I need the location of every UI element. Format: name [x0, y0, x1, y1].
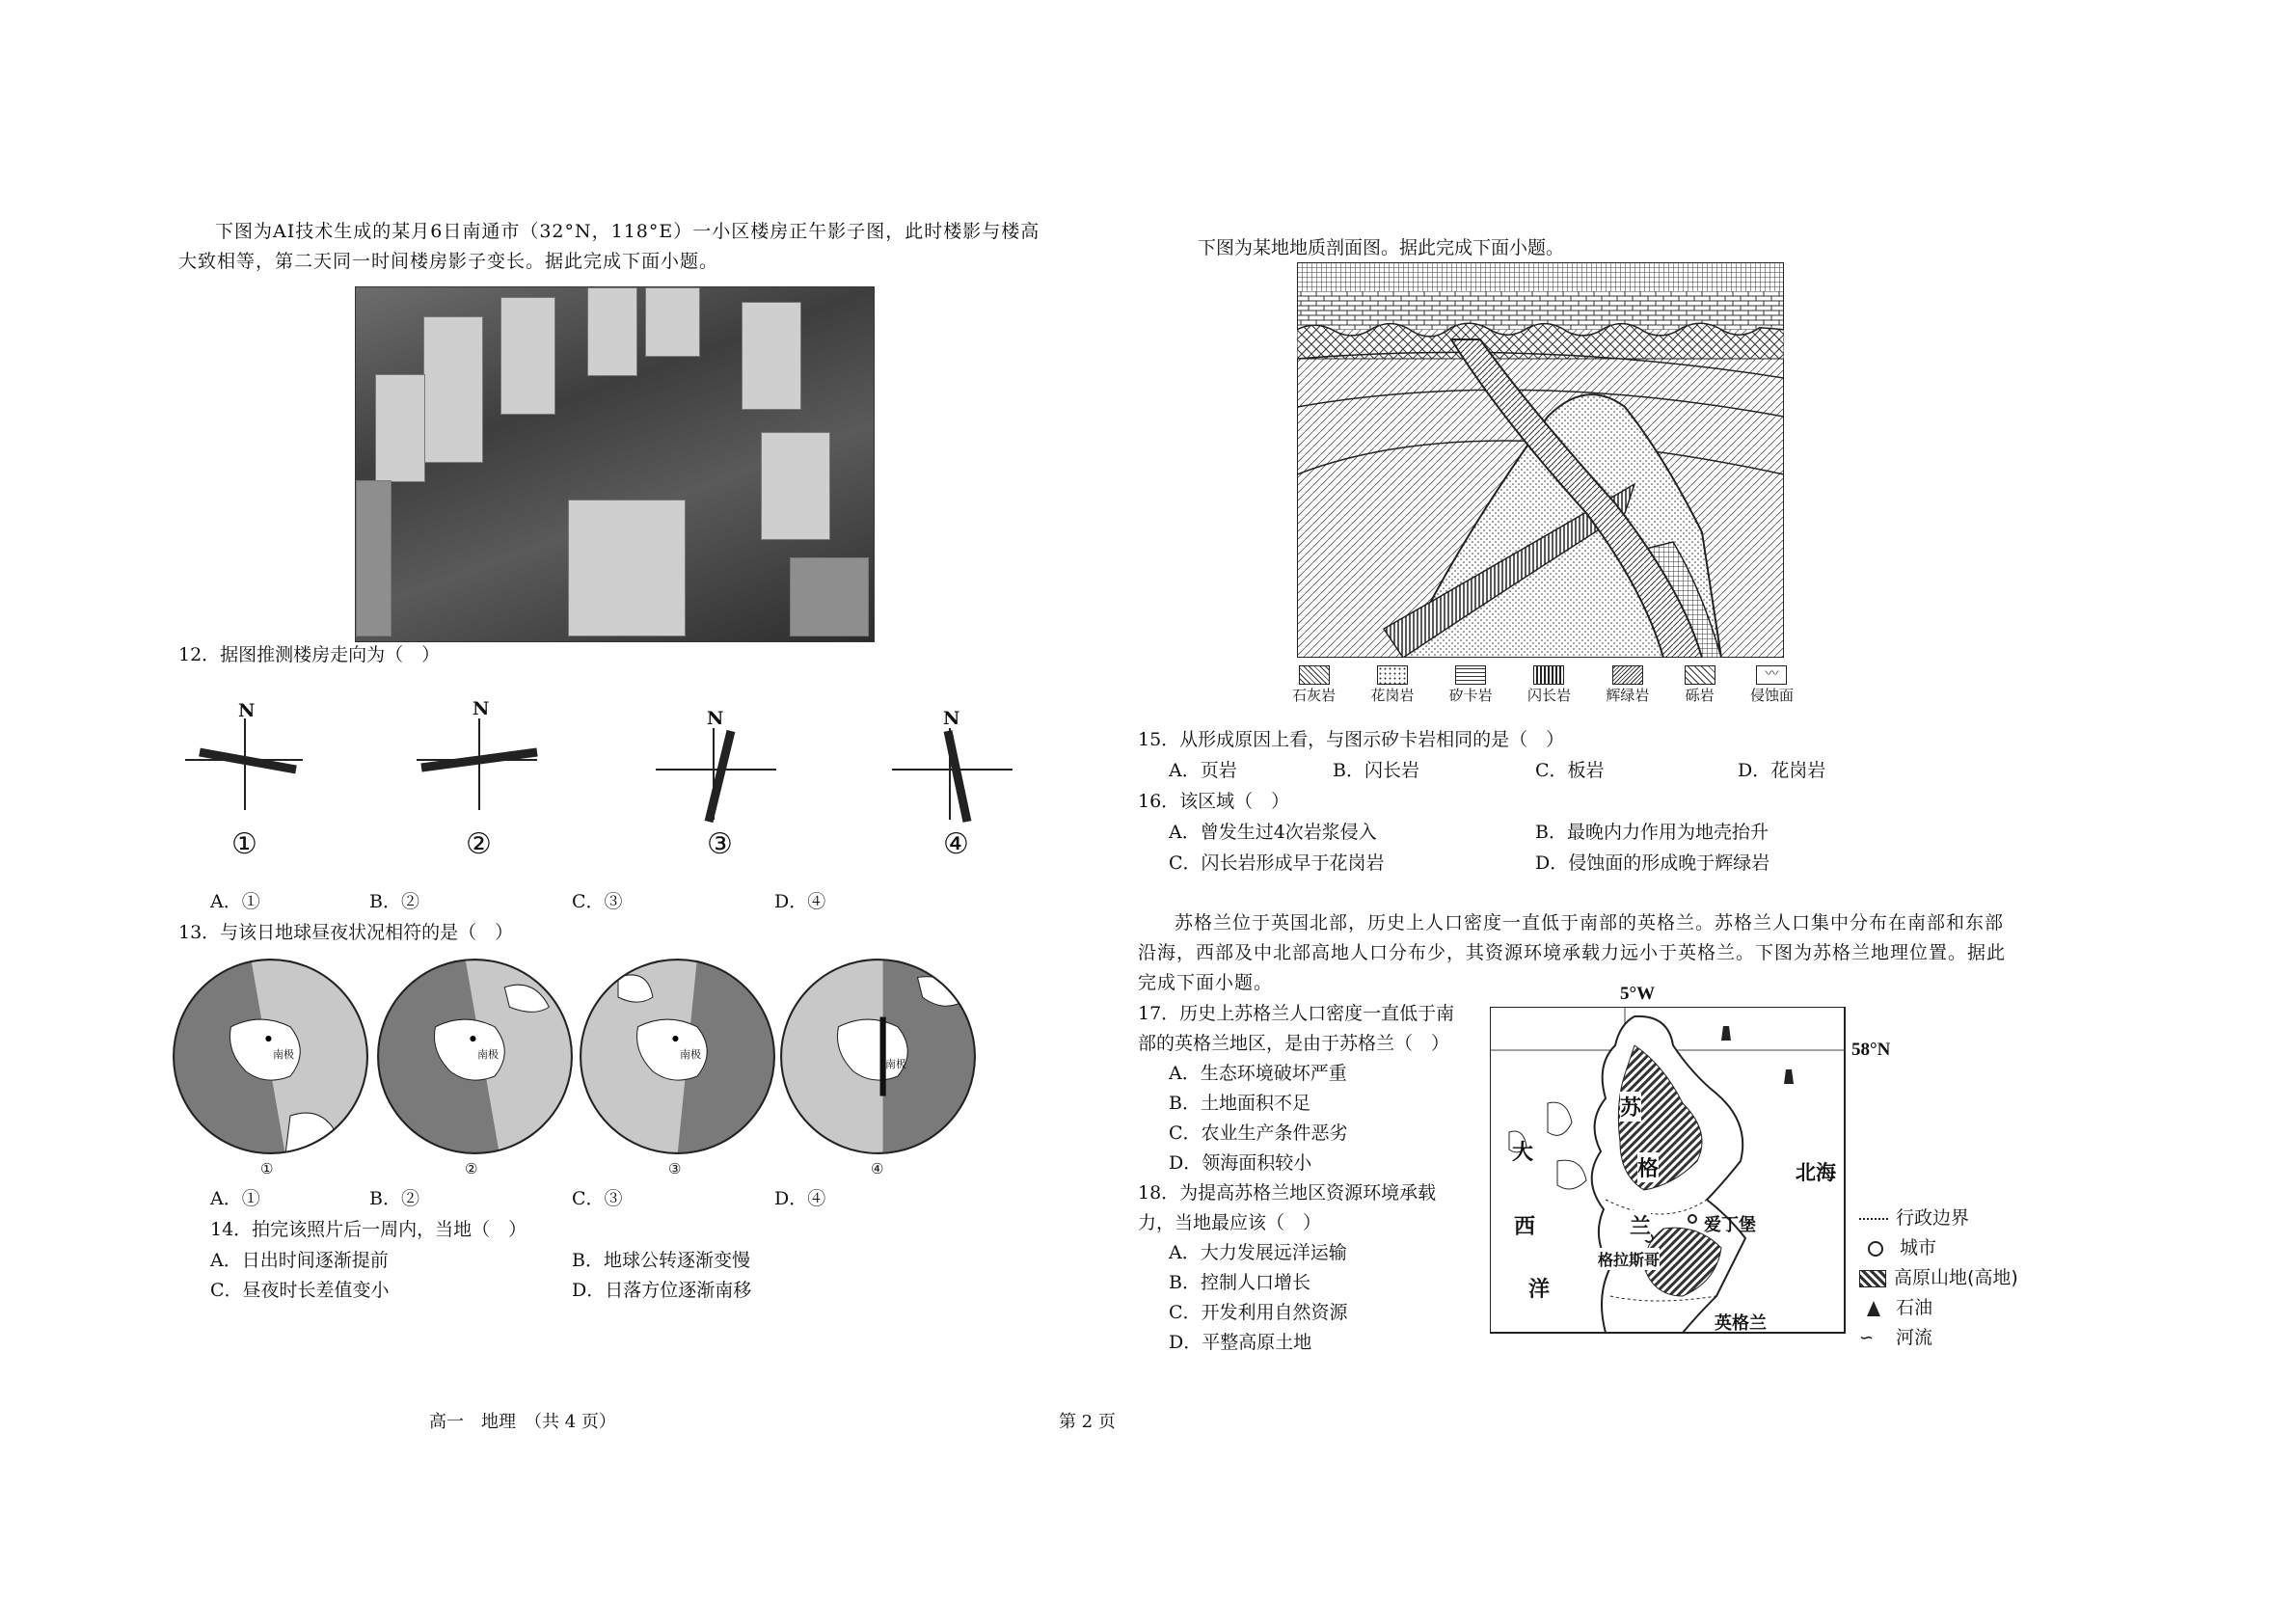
map-label-glasgow: 格拉斯哥 [1598, 1248, 1660, 1270]
geologic-cross-section [1297, 262, 1784, 658]
map-label-ge: 格 [1637, 1152, 1659, 1182]
q13-option-d[interactable]: D．④ [774, 1188, 826, 1209]
globe-3-label: 南极 [680, 1048, 701, 1061]
legend-erosion-surface: 〰 侵蚀面 [1749, 666, 1794, 704]
diagram-num-1: ① [231, 827, 257, 861]
left-column [178, 217, 1051, 277]
q12-options [210, 887, 825, 917]
legend-diorite: 闪长岩 [1527, 665, 1571, 705]
q12-option-d[interactable]: D．④ [774, 891, 826, 912]
diagram-num-2: ② [466, 827, 492, 861]
q14-option-d[interactable]: D．日落方位逐渐南移 [572, 1280, 752, 1301]
globe-4-label: 南极 [885, 1058, 906, 1070]
q17-option-b[interactable]: B．土地面积不足 [1169, 1093, 1310, 1114]
map-label-lan: 兰 [1630, 1210, 1651, 1240]
diagram-num-4: ④ [943, 827, 969, 861]
legend-granite: 花岗岩 [1370, 665, 1414, 705]
footer-course: 高一 地理 （共 4 页） [429, 1412, 616, 1432]
q17-option-d[interactable]: D．领海面积较小 [1169, 1152, 1312, 1174]
globe-1 [172, 958, 369, 1155]
diagram-num-3: ③ [707, 827, 733, 861]
q13-option-b[interactable]: B．② [369, 1188, 419, 1209]
q18-option-c[interactable]: C．开发利用自然资源 [1169, 1302, 1348, 1323]
q17-option-a[interactable]: A．生态环境破坏严重 [1169, 1063, 1347, 1084]
legend-skarn: 矽卡岩 [1449, 665, 1493, 705]
q18-stem: 18．为提高苏格兰地区资源环境承载力，当地最应该（ ） [1138, 1182, 1437, 1233]
q15-stem: 15．从形成原因上看，与图示矽卡岩相同的是（ ） [1138, 729, 1565, 750]
legend-oil: 石油 [1859, 1293, 2018, 1323]
map-label-north-sea: 北海 [1796, 1160, 1836, 1184]
compass-3-n: N [707, 708, 724, 729]
legend-conglomerate: 砾岩 [1685, 665, 1715, 705]
map-label-da: 大 [1512, 1140, 1534, 1165]
map-label-edinburgh: 爱丁堡 [1704, 1215, 1756, 1235]
q15-option-c[interactable]: C．板岩 [1535, 760, 1605, 781]
legend-river: ∽ 河流 [1859, 1327, 1933, 1348]
q16-option-c[interactable]: C．闪长岩形成早于花岗岩 [1169, 852, 1385, 874]
globe-2 [376, 958, 574, 1155]
q15-option-d[interactable]: D．花岗岩 [1738, 760, 1826, 781]
map-label-su: 苏 [1620, 1092, 1641, 1122]
q14-option-b[interactable]: B．地球公转逐渐变慢 [572, 1250, 750, 1271]
legend-limestone: 石灰岩 [1292, 665, 1336, 705]
legend-diabase: 辉绿岩 [1606, 665, 1649, 705]
map-legend [1859, 1204, 2018, 1353]
q18-option-b[interactable]: B．控制人口增长 [1169, 1272, 1310, 1293]
q16-option-d[interactable]: D．侵蚀面的形成晚于辉绿岩 [1535, 852, 1770, 874]
q14-option-c[interactable]: C．昼夜时长差值变小 [210, 1280, 390, 1301]
q13-option-c[interactable]: C．③ [572, 1188, 623, 1209]
q16-option-b[interactable]: B．最晚内力作用为地壳抬升 [1535, 822, 1769, 843]
globe-num-4: ④ [871, 1160, 884, 1177]
globe-4 [779, 958, 977, 1155]
map-label-yang: 洋 [1528, 1277, 1551, 1302]
compass-2-n: N [473, 698, 490, 719]
globe-num-3: ③ [668, 1160, 682, 1177]
globe-3 [579, 958, 776, 1155]
geo-legend [1292, 665, 1794, 705]
map-label-england: 英格兰 [1715, 1313, 1767, 1334]
map-lat-label: 58°N [1851, 1040, 1891, 1060]
q17-option-c[interactable]: C．农业生产条件恶劣 [1169, 1123, 1348, 1144]
q13-stem: 13．与该日地球昼夜状况相符的是（ ） [178, 922, 514, 943]
q13-options [210, 1184, 825, 1214]
compass-4-n: N [943, 708, 960, 729]
q16-stem: 16．该区域（ ） [1138, 791, 1290, 812]
q16-options-row2 [1169, 849, 1769, 879]
legend-admin-boundary: 行政边界 [1859, 1204, 2018, 1233]
q16-options-row1 [1169, 818, 1769, 848]
globe-2-label: 南极 [477, 1048, 499, 1061]
q17-options [1169, 1059, 1348, 1178]
compass-1-n: N [238, 700, 256, 721]
q15-option-b[interactable]: B．闪长岩 [1333, 760, 1419, 781]
q16-option-a[interactable]: A．曾发生过4次岩浆侵入 [1169, 822, 1377, 843]
q18-options [1169, 1238, 1348, 1358]
q12-option-b[interactable]: B．② [369, 891, 419, 912]
q18-option-d[interactable]: D．平整高原土地 [1169, 1332, 1312, 1353]
q13-option-a[interactable]: A．① [210, 1188, 260, 1209]
scotland-intro: 苏格兰位于英国北部，历史上人口密度一直低于南部的英格兰。苏格兰人口集中分布在南部和东部沿海，西部及中北部高地人口分布少，其资源环境承载力远小于英格兰。下图为苏格兰地理位置。据此完成下面小题。 [1138, 912, 2007, 993]
q15-option-a[interactable]: A．页岩 [1169, 760, 1237, 781]
q14-option-a[interactable]: A．日出时间逐渐提前 [210, 1250, 389, 1271]
q18-option-a[interactable]: A．大力发展远洋运输 [1169, 1242, 1347, 1263]
q15-options [1169, 756, 1825, 786]
building-shadow-photo [355, 286, 875, 642]
legend-highland: 高原山地(高地) [1859, 1263, 2018, 1293]
q14-options-row2 [210, 1276, 751, 1306]
q17-stem: 17．历史上苏格兰人口密度一直低于南部的英格兰地区，是由于苏格兰（ ） [1138, 1003, 1455, 1054]
map-lon-label: 5°W [1620, 984, 1656, 1004]
q12-stem: 12．据图推测楼房走向为（ ） [178, 644, 441, 665]
legend-city: 城市 [1859, 1233, 2018, 1263]
q12-option-a[interactable]: A．① [210, 891, 260, 912]
right-intro: 下图为某地地质剖面图。据此完成下面小题。 [1198, 237, 1565, 258]
q14-options-row1 [210, 1246, 750, 1276]
globe-1-label: 南极 [273, 1048, 294, 1061]
footer-page-number: 第 2 页 [1059, 1412, 1116, 1432]
globe-num-1: ① [260, 1160, 274, 1177]
q14-stem: 14．拍完该照片后一周内，当地（ ） [210, 1219, 527, 1240]
q12-option-c[interactable]: C．③ [572, 891, 623, 912]
globe-num-2: ② [465, 1160, 478, 1177]
intro-paragraph: 下图为AI技术生成的某月6日南通市（32°N，118°E）一小区楼房正午影子图，此时楼影与楼高大致相等，第二天同一时间楼房影子变长。据此完成下面小题。 [178, 221, 1040, 272]
map-label-xi: 西 [1514, 1214, 1536, 1239]
